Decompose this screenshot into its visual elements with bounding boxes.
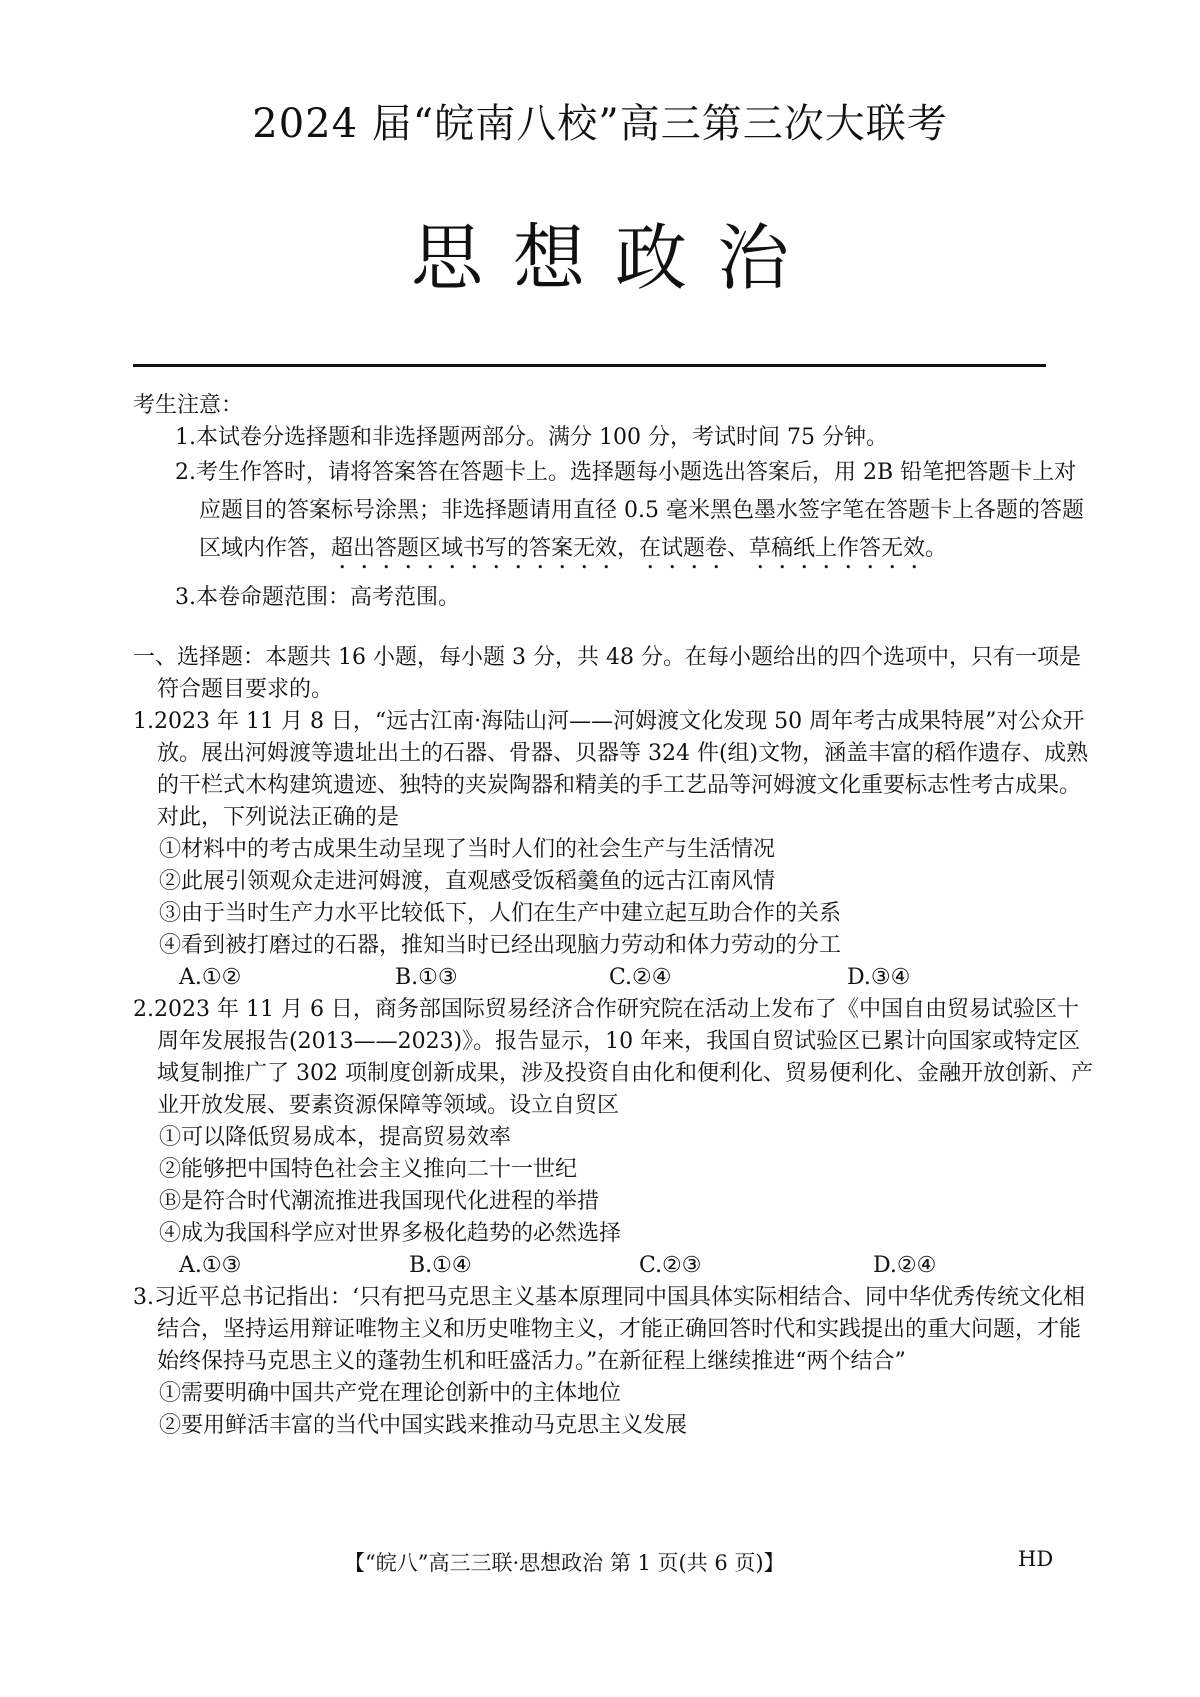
exam-content <box>133 390 1095 1442</box>
statement-item: ②能够把中国特色社会主义推向二十一世纪 <box>159 1157 578 1182</box>
question-stem: 2.2023 年 11 月 6 日，商务部国际贸易经济合作研究院在活动上发布了《中国自由贸易试验区十周年发展报告(2013——2023)》。报告显示，10 年来，我国自贸试验区已累计向国家或特定区域复制推广了 302 项制度创新成果，涉及投资自由化和便利化、贸易便利化、金融开放创新、产业开放发展、要素资源保障等领域。设立自贸区 <box>133 997 1093 1118</box>
question-2 <box>133 994 1095 1282</box>
question-3 <box>133 1282 1095 1442</box>
option-a: A.①③ <box>179 1253 242 1278</box>
footer-page-info: 【“皖八”高三三联·思想政治 第 1 页(共 6 页)】 <box>344 1551 785 1575</box>
title-divider <box>133 364 1046 367</box>
option-d: D.③④ <box>847 965 911 990</box>
notice-item-2 <box>175 454 1095 574</box>
option-c: C.②③ <box>639 1253 702 1278</box>
statement-item: ②此展引领观众走进河姆渡，直观感受饭稻羹鱼的远古江南风情 <box>159 869 776 894</box>
question-stem: 3.习近平总书记指出：‘只有把马克思主义基本原理同中国具体实际相结合、同中华优秀传统文化相结合，坚持运用辩证唯物主义和历史唯物主义，才能正确回答时代和实践提出的重大问题，才能始终保持马克思主义的蓬勃生机和旺盛活力。”在新征程上继续推进“两个结合” <box>133 1285 1085 1374</box>
statement-item: Ⓑ是符合时代潮流推进我国现代化进程的举措 <box>159 1189 600 1214</box>
question-1 <box>133 706 1095 994</box>
subject-title: 思想政治 <box>410 216 819 300</box>
option-b: B.①④ <box>409 1253 472 1278</box>
statement-item: ④成为我国科学应对世界多极化趋势的必然选择 <box>159 1221 622 1246</box>
answer-options <box>179 962 1095 994</box>
statement-item: ③由于当时生产力水平比较低下，人们在生产中建立起互助合作的关系 <box>159 901 842 926</box>
statement-item: ①需要明确中国共产党在理论创新中的主体地位 <box>159 1381 622 1406</box>
question-stem: 1.2023 年 11 月 8 日，“远古江南·海陆山河——河姆渡文化发现 50 周年考古成果特展”对公众开放。展出河姆渡等遗址出土的石器、骨器、贝器等 324 件(组)文物，涵盖丰富的稻作遗存、成熟的干栏式木构建筑遗迹、独特的夹炭陶器和精美的手工艺品等河姆渡文化重要标志性考古成果。对此，下列说法正确的是 <box>133 709 1089 830</box>
notice-item-1: 1.本试卷分选择题和非选择题两部分。满分 100 分，考试时间 75 分钟。 <box>175 425 888 450</box>
notice-item-2-emphasis: 超出答题区域书写的答案无效，在试题卷、草稿纸上作答无效 <box>331 536 926 561</box>
option-b: B.①③ <box>395 965 458 990</box>
notice-item-3: 3.本卷命题范围：高考范围。 <box>175 585 460 610</box>
notice-item-2-text: 2.考生作答时，请将答案答在答题卡上。选择题每小题选出答案后，用 2B 铅笔把答题卡上对应题目的答案标号涂黑；非选择题请用直径 0.5 毫米黑色墨水签字笔在答题卡上各题的答题区域内作答， <box>175 460 1084 561</box>
notice-block <box>133 390 1095 614</box>
statement-item: ①可以降低贸易成本，提高贸易效率 <box>159 1125 512 1150</box>
option-a: A.①② <box>179 965 242 990</box>
statement-item: ①材料中的考古成果生动呈现了当时人们的社会生产与生活情况 <box>159 837 776 862</box>
statement-item: ②要用鲜活丰富的当代中国实践来推动马克思主义发展 <box>159 1413 688 1438</box>
statement-item: ④看到被打磨过的石器，推知当时已经出现脑力劳动和体力劳动的分工 <box>159 933 842 958</box>
option-c: C.②④ <box>609 965 672 990</box>
notice-heading: 考生注意： <box>133 393 244 418</box>
notice-item-2-end: 。 <box>925 536 948 561</box>
footer-code: HD <box>1018 1547 1054 1571</box>
section-heading: 一、选择题：本题共 16 小题，每小题 3 分，共 48 分。在每小题给出的四个选项中，只有一项是符合题目要求的。 <box>133 645 1081 702</box>
answer-options <box>179 1250 1095 1282</box>
option-d: D.②④ <box>873 1253 937 1278</box>
exam-title: 2024 届“皖南八校”高三第三次大联考 <box>252 101 948 147</box>
